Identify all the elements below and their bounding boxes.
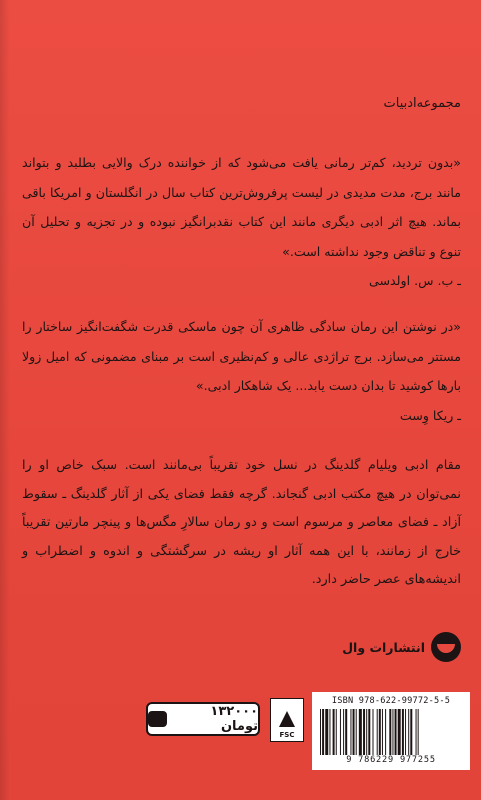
barcode-digits: 9 786229 977255 <box>346 755 436 765</box>
isbn-label: ISBN 978-622-99772-5-5 <box>331 696 451 706</box>
blurb-2-text: «در نوشتن این رمان سادگی ظاهری آن چون ماسکی قدرت شگفت‌انگیز ساختار را مستتر می‌سازد. برج تراژدی عالی و کم‌نظیری است بر مبنای مضمونی که امیل زولا بارها کوشید تا بدان دست یابد... یک شاهکار ادبی.» <box>22 319 461 393</box>
book-description: مقام ادبی ویلیام گلدینگ در نسل خود تقریباً بی‌مانند است. سبک خاص او را نمی‌توان در هیچ مکتب ادبی گنجاند. گرچه فقط فضای یکی از آثار گلدینگ ـ سقوط آزاد ـ فضای معاصر و مرسوم است و دو رمان سالارِ مگس‌ها و پینچر مارتین تقریباً خارج از زمانند، با این همه آثار او ریشه در سرگشتگی و اندوه و اضطراب و اندیشه‌های عصر حاضر دارد. <box>22 458 461 588</box>
barcode-bar <box>379 709 381 755</box>
barcode-bar <box>340 709 341 755</box>
barcode-bar <box>356 709 357 755</box>
publisher <box>342 632 461 662</box>
fsc-label: FSC <box>279 731 295 739</box>
series-title: مجموعه‌ادبیات <box>383 96 461 111</box>
barcode-bar <box>416 709 417 755</box>
fsc-logo <box>270 698 304 742</box>
barcode-bar <box>377 709 378 755</box>
price-tag <box>146 702 260 736</box>
barcode-bar <box>405 709 406 755</box>
barcode-bar <box>322 709 324 755</box>
barcode-bar <box>418 709 419 755</box>
barcode-bar <box>402 709 404 755</box>
price-label: ۱۳۲۰۰۰ تومان <box>210 704 258 734</box>
barcode-bar <box>329 709 330 755</box>
blurb-2-attribution: ـ ریکا وِست <box>399 407 461 423</box>
barcode-bar <box>385 709 386 755</box>
barcode-bar <box>320 709 321 755</box>
whale-icon <box>431 632 461 662</box>
barcode-bar <box>343 709 344 755</box>
barcode-bar <box>373 709 374 755</box>
barcode-bar <box>345 709 347 755</box>
barcode-bar <box>366 709 367 755</box>
fsc-tree-icon <box>279 711 295 727</box>
barcode-bar <box>382 709 383 755</box>
barcode-bar <box>336 709 337 755</box>
barcode-bar <box>410 709 412 755</box>
barcode-bar <box>325 709 328 755</box>
blurb-1-attribution: ـ ب. س. اولدسی <box>368 273 461 288</box>
barcode-bar <box>333 709 335 755</box>
barcode <box>312 692 470 770</box>
blurb-2 <box>22 312 461 430</box>
barcode-bar <box>395 709 397 755</box>
blurb-1 <box>22 148 461 296</box>
barcode-bar <box>350 709 351 755</box>
publisher-name: انتشارات وال <box>342 639 425 655</box>
spine-shadow <box>0 0 10 800</box>
barcode-bar <box>363 709 365 755</box>
barcode-bar <box>359 709 362 755</box>
barcode-bar <box>389 709 391 755</box>
barcode-bar <box>392 709 393 755</box>
blurb-1-text: «بدون تردید، کم‌تر رمانی یافت می‌شود که از خواننده درک والایی بطلبد و بتواند مانند برج، مدت مدیدی در لیست پرفروش‌ترین کتاب سال در انگلستان و امریکا باقی بماند. هیچ اثر ادبی دیگری مانند این کتاب نقدبرانگیز نبوده و در تجزیه و تحلیل آن تنوع و تناقض وجود نداشته است.» <box>22 155 461 259</box>
barcode-bar <box>368 709 370 755</box>
price-icon <box>148 711 167 727</box>
barcode-bar <box>398 709 401 755</box>
barcode-bars <box>318 709 464 755</box>
barcode-bar <box>353 709 355 755</box>
barcode-bar <box>408 709 409 755</box>
